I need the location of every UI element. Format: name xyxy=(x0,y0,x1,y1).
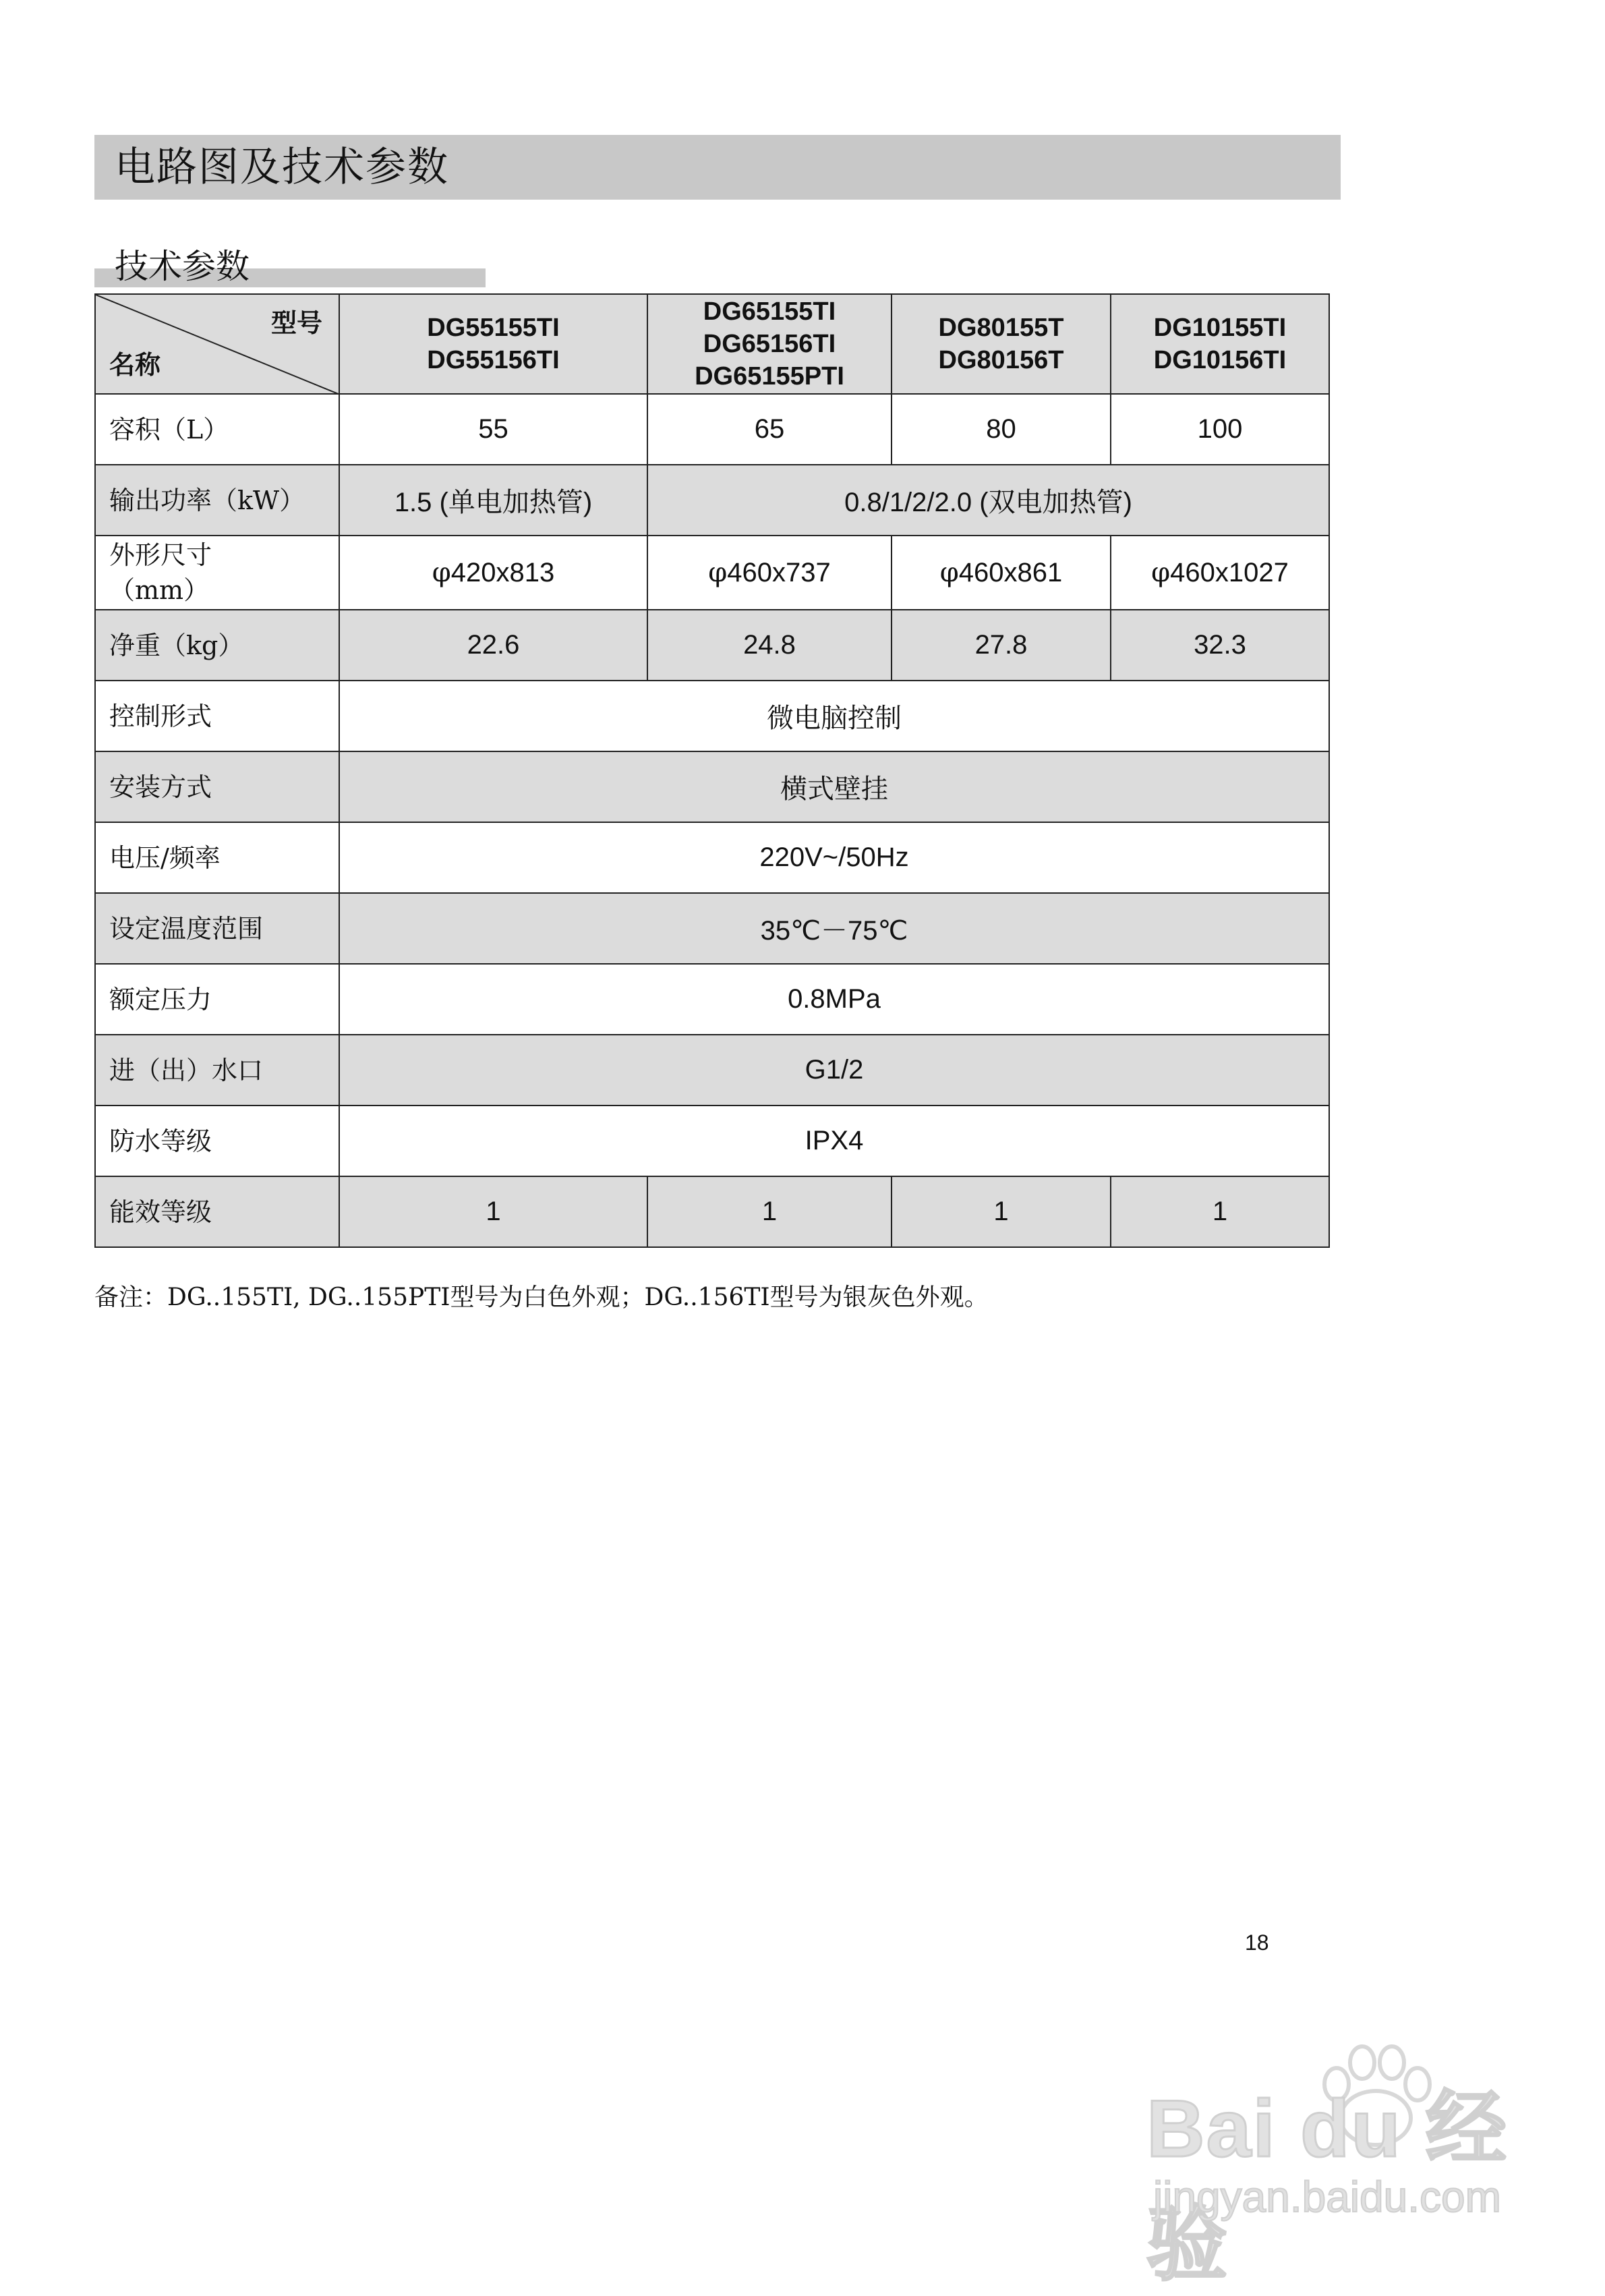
table-cell: 1 xyxy=(1111,1176,1329,1247)
model-header-2: DG65155TI DG65156TI DG65155PTI xyxy=(647,294,892,394)
table-cell: 27.8 xyxy=(892,610,1111,681)
section-title: 电路图及技术参数 xyxy=(115,144,449,191)
row-label: 净重（kg） xyxy=(95,610,339,681)
row-label: 电压/频率 xyxy=(95,822,339,893)
corner-name-label: 名称 xyxy=(109,350,161,380)
row-label: 控制形式 xyxy=(95,681,339,751)
row-label: 进（出）水口 xyxy=(95,1035,339,1106)
table-cell: 1.5 (单电加热管) xyxy=(339,465,647,536)
table-cell: 24.8 xyxy=(647,610,892,681)
model-header-1: DG55155TI DG55156TI xyxy=(339,294,647,394)
table-cell: 1 xyxy=(892,1176,1111,1247)
header-corner-cell xyxy=(95,294,339,394)
table-cell: 32.3 xyxy=(1111,610,1329,681)
baidu-watermark xyxy=(1146,2037,1524,2290)
table-cell: φ460x1027 xyxy=(1111,536,1329,610)
footnote: 备注：DG..155TI, DG..155PTI型号为白色外观；DG..156TI型号为银灰色外观。 xyxy=(94,1284,989,1311)
table-row-weight xyxy=(95,610,1329,681)
table-cell: 220V~/50Hz xyxy=(339,822,1329,893)
row-label: 额定压力 xyxy=(95,964,339,1035)
table-row-voltage xyxy=(95,822,1329,893)
row-label: 防水等级 xyxy=(95,1106,339,1176)
watermark-url: jingyan.baidu.com xyxy=(1153,2173,1501,2221)
table-cell: φ460x737 xyxy=(647,536,892,610)
table-cell: 微电脑控制 xyxy=(339,681,1329,751)
table-cell: 100 xyxy=(1111,394,1329,465)
row-label: 设定温度范围 xyxy=(95,893,339,964)
table-cell: IPX4 xyxy=(339,1106,1329,1176)
phi-symbol: φ xyxy=(1151,557,1171,588)
table-cell: 0.8MPa xyxy=(339,964,1329,1035)
table-cell: 55 xyxy=(339,394,647,465)
phi-symbol: φ xyxy=(939,557,959,588)
table-cell: 22.6 xyxy=(339,610,647,681)
table-row-inlet xyxy=(95,1035,1329,1106)
table-cell: 1 xyxy=(647,1176,892,1247)
table-cell: φ420x813 xyxy=(339,536,647,610)
table-cell: 35℃－75℃ xyxy=(339,893,1329,964)
table-cell: G1/2 xyxy=(339,1035,1329,1106)
table-row-efficiency xyxy=(95,1176,1329,1247)
table-cell: φ460x861 xyxy=(892,536,1111,610)
spec-table xyxy=(94,293,1330,1248)
table-header-row xyxy=(95,294,1329,394)
watermark-brand: Bai du 经验 xyxy=(1146,2084,1509,2290)
table-cell: 65 xyxy=(647,394,892,465)
table-cell: 0.8/1/2/2.0 (双电加热管) xyxy=(647,465,1329,536)
table-row-size xyxy=(95,536,1329,610)
table-cell: 1 xyxy=(339,1176,647,1247)
model-header-4: DG10155TI DG10156TI xyxy=(1111,294,1329,394)
row-label: 能效等级 xyxy=(95,1176,339,1247)
row-label: 外形尺寸 （mm） xyxy=(95,536,339,610)
table-row-control xyxy=(95,681,1329,751)
subsection-title: 技术参数 xyxy=(115,247,250,286)
model-header-3: DG80155T DG80156T xyxy=(892,294,1111,394)
table-row-pressure xyxy=(95,964,1329,1035)
table-row-power xyxy=(95,465,1329,536)
table-cell: 横式壁挂 xyxy=(339,751,1329,822)
table-row-waterproof xyxy=(95,1106,1329,1176)
table-cell: 80 xyxy=(892,394,1111,465)
row-label: 输出功率（kW） xyxy=(95,465,339,536)
table-row-temperature xyxy=(95,893,1329,964)
row-label: 容积（L） xyxy=(95,394,339,465)
phi-symbol: φ xyxy=(432,557,451,588)
table-row-install xyxy=(95,751,1329,822)
page-number: 18 xyxy=(1245,1930,1269,1955)
phi-symbol: φ xyxy=(708,557,728,588)
table-row-capacity xyxy=(95,394,1329,465)
corner-model-label: 型号 xyxy=(270,308,322,338)
row-label: 安装方式 xyxy=(95,751,339,822)
